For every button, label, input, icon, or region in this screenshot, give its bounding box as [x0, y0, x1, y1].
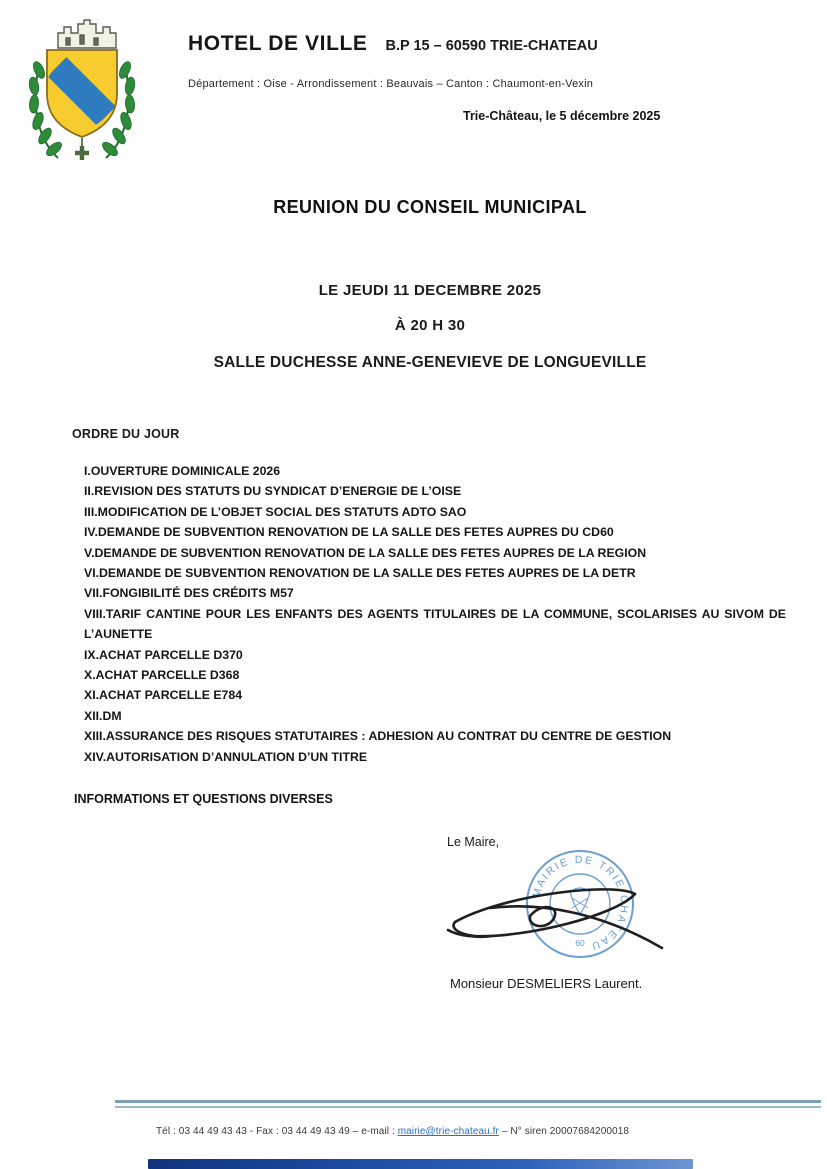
footer-email-link[interactable]: mairie@trie-chateau.fr [397, 1126, 499, 1137]
hotel-de-ville-title: HOTEL DE VILLE [188, 32, 368, 55]
stamp-ring-text: MAIRIE DE TRIE-CHATEAU [530, 853, 631, 953]
mayor-role-label: Le Maire, [447, 835, 500, 849]
agenda-item: V.DEMANDE DE SUBVENTION RENOVATION DE LA SALLE DES FETES AUPRES DE LA REGION [84, 545, 647, 560]
footer-rule-bottom [115, 1106, 821, 1108]
agenda-item: VII.FONGIBILITÉ DES CRÉDITS M57 [84, 586, 294, 601]
dateline: Trie-Château, le 5 décembre 2025 [463, 109, 661, 123]
agenda-item: IV.DEMANDE DE SUBVENTION RENOVATION DE LA SALLE DES FETES AUPRES DU CD60 [84, 525, 614, 540]
agenda-item: II.REVISION DES STATUTS DU SYNDICAT D’ENERGIE DE L’OISE [84, 484, 462, 499]
agenda-item: III.MODIFICATION DE L’OBJET SOCIAL DES STATUTS ADTO SAO [84, 504, 467, 519]
footer-rule-top [115, 1100, 821, 1103]
medal-icon [75, 138, 89, 160]
footer-contact-text: Tél : 03 44 49 43 43 - Fax : 03 44 49 43 49 – e-mail : [155, 1126, 398, 1137]
city-coat-of-arms-icon [26, 16, 138, 172]
signature-and-stamp [430, 842, 690, 972]
meeting-venue: SALLE DUCHESSE ANNE-GENEVIEVE DE LONGUEVILLE [213, 354, 647, 371]
meeting-title: REUNION DU CONSEIL MUNICIPAL [273, 197, 587, 217]
agenda-item: XII.DM [84, 708, 122, 723]
agenda-item: X.ACHAT PARCELLE D368 [84, 668, 240, 683]
footer-contact-line [0, 1126, 785, 1137]
agenda-item: XIII.ASSURANCE DES RISQUES STATUTAIRES : ADHESION AU CONTRAT DU CENTRE DE GESTION [84, 729, 672, 744]
agenda-list [84, 461, 786, 767]
address-subtitle: B.P 15 – 60590 TRIE-CHATEAU [385, 38, 598, 54]
stamp-number: 60 [575, 938, 585, 948]
municipal-stamp-icon [527, 851, 633, 957]
agenda-item: VI.DEMANDE DE SUBVENTION RENOVATION DE LA SALLE DES FETES AUPRES DE LA DETR [84, 566, 636, 581]
header [188, 32, 598, 56]
scan-artifact-bar [148, 1159, 693, 1169]
agenda-heading: ORDRE DU JOUR [72, 427, 180, 441]
agenda-item: XIV.AUTORISATION D’ANNULATION D’UN TITRE [84, 749, 368, 764]
agenda-item: IX.ACHAT PARCELLE D370 [84, 647, 243, 662]
department-line: Département : Oise - Arrondissement : Beauvais – Canton : Chaumont-en-Vexin [188, 78, 594, 90]
agenda-item: VIII.TARIF CANTINE POUR LES ENFANTS DES AGENTS TITULAIRES DE LA COMMUNE, SCOLARISES AU SIVOM DE L’AUNETTE [84, 606, 786, 642]
agenda-item: I.OUVERTURE DOMINICALE 2026 [84, 464, 281, 478]
info-questions-line: INFORMATIONS ET QUESTIONS DIVERSES [74, 792, 333, 806]
meeting-date: LE JEUDI 11 DECEMBRE 2025 [318, 282, 542, 299]
mayor-name: Monsieur DESMELIERS Laurent. [450, 976, 643, 991]
agenda-item: XI.ACHAT PARCELLE E784 [84, 688, 243, 703]
meeting-time: À 20 H 30 [394, 317, 466, 334]
footer-siren-text: – N° siren 20007684200018 [499, 1126, 630, 1137]
